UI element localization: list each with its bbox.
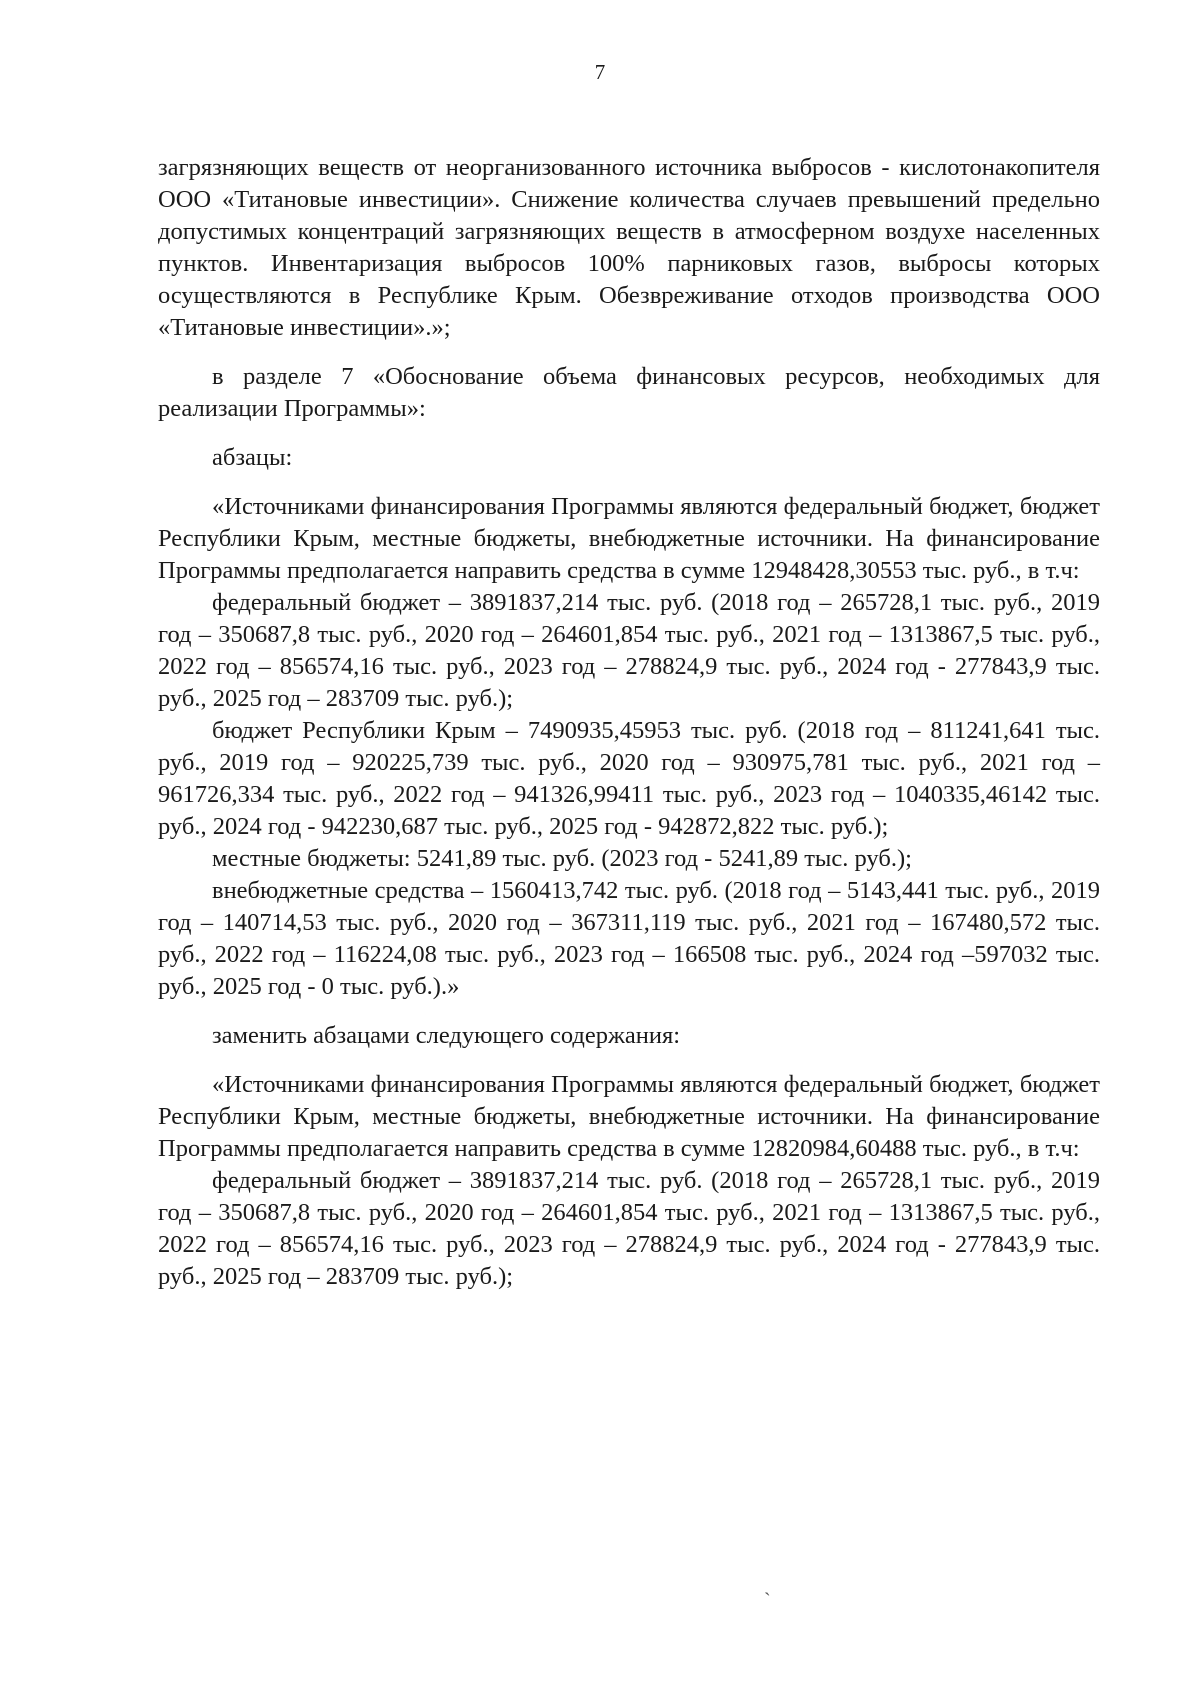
paragraph-old-local-budgets: местные бюджеты: 5241,89 тыс. руб. (2023 год - 5241,89 тыс. руб.); bbox=[212, 845, 912, 872]
paragraph-old-crimea-budget: бюджет Республики Крым – 7490935,45953 тыс. руб. (2018 год – 811241,641 тыс. руб., 2019 год – 920225,739 тыс. руб., 2020 год – 930975,781 тыс. руб., 2021 год – 961726,334 тыс. руб., 2022 год – 941326,99411 тыс. руб., 2023 год – 1040335,46142 тыс. руб., 2024 год - 942230,687 тыс. руб., 2025 год - 942872,822 тыс. руб.); bbox=[158, 717, 1100, 840]
paragraph-old-federal-budget: федеральный бюджет – 3891837,214 тыс. руб. (2018 год – 265728,1 тыс. руб., 2019 год – 350687,8 тыс. руб., 2020 год – 264601,854 тыс. руб., 2021 год – 1313867,5 тыс. руб., 2022 год – 856574,16 тыс. руб., 2023 год – 278824,9 тыс. руб., 2024 год - 277843,9 тыс. руб., 2025 год – 283709 тыс. руб.); bbox=[158, 589, 1100, 712]
paragraph-new-funding-sources: «Источниками финансирования Программы являются федеральный бюджет, бюджет Республики Крым, местные бюджеты, внебюджетные источники. На финансирование Программы предполагается направить средства в сумме 12820984,60488 тыс. руб., в т.ч: bbox=[158, 1071, 1100, 1162]
paragraph-new-federal-budget: федеральный бюджет – 3891837,214 тыс. руб. (2018 год – 265728,1 тыс. руб., 2019 год – 350687,8 тыс. руб., 2020 год – 264601,854 тыс. руб., 2021 год – 1313867,5 тыс. руб., 2022 год – 856574,16 тыс. руб., 2023 год – 278824,9 тыс. руб., 2024 год - 277843,9 тыс. руб., 2025 год – 283709 тыс. руб.); bbox=[158, 1167, 1100, 1290]
paragraph-continuation: загрязняющих веществ от неорганизованного источника выбросов - кислотонакопителя ООО «Титановые инвестиции». Снижение количества случаев превышений предельно допустимых концентраций загрязняющих веществ в атмосферном воздухе населенных пунктов. Инвентаризация выбросов 100% парниковых газов, выбросы которых осуществляются в Республике Крым. Обезвреживание отходов производства ООО «Титановые инвестиции».»; bbox=[158, 154, 1100, 341]
paragraph-old-funding-sources: «Источниками финансирования Программы являются федеральный бюджет, бюджет Республики Крым, местные бюджеты, внебюджетные источники. На финансирование Программы предполагается направить средства в сумме 12948428,30553 тыс. руб., в т.ч: bbox=[158, 493, 1100, 584]
page-number: 7 bbox=[594, 60, 606, 84]
paragraph-abzatsy: абзацы: bbox=[212, 444, 293, 471]
paragraph-section-7-intro: в разделе 7 «Обоснование объема финансовых ресурсов, необходимых для реализации Программы»: bbox=[158, 363, 1100, 422]
scan-mark: ˎ bbox=[764, 1574, 771, 1596]
document-body bbox=[158, 152, 1100, 1293]
paragraph-old-extrabudgetary: внебюджетные средства – 1560413,742 тыс. руб. (2018 год – 5143,441 тыс. руб., 2019 год – 140714,53 тыс. руб., 2020 год – 367311,119 тыс. руб., 2021 год – 167480,572 тыс. руб., 2022 год – 116224,08 тыс. руб., 2023 год – 166508 тыс. руб., 2024 год –597032 тыс. руб., 2025 год - 0 тыс. руб.).» bbox=[158, 877, 1100, 1000]
paragraph-replace-with: заменить абзацами следующего содержания: bbox=[212, 1022, 681, 1049]
